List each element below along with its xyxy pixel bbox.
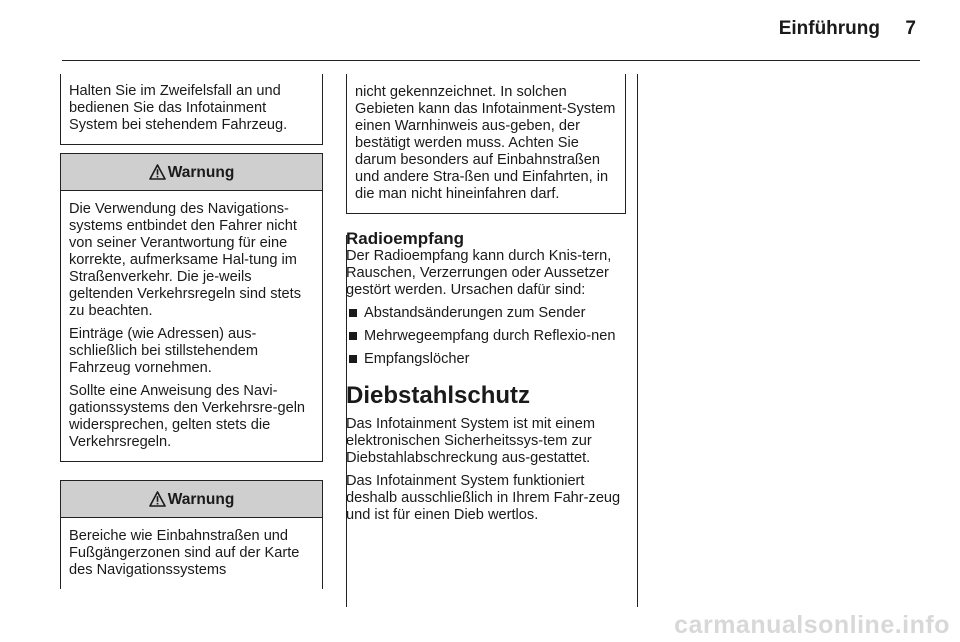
warning-paragraph: Die Verwendung des Navigations-systems entbindet den Fahrer nicht von seiner Verantwortung für eine korrekte, aufmerksame Hal-tung im Straßenverkehr. Die je-weils geltenden Verkehrsregeln sind stets zu beachten. — [69, 201, 302, 319]
bullet-square-icon — [349, 309, 357, 317]
right-column — [346, 74, 628, 530]
warning-box-2 — [60, 480, 323, 589]
column-rule-right — [637, 74, 638, 607]
warning-paragraph: Sollte eine Anweisung des Navi-gationssystems den Verkehrsre-geln widersprechen, gelten stets die Verkehrsregeln. — [69, 383, 306, 450]
warning-box-1 — [60, 153, 323, 462]
warning-body — [61, 191, 322, 461]
radio-causes-list — [346, 305, 628, 368]
section-heading-radio: Radioempfang — [346, 229, 465, 248]
theft-paragraph: Das Infotainment System ist mit einem elektronischen Sicherheitssys-tem zur Diebstahlabschreckung aus-gestattet. — [346, 416, 595, 466]
warning-paragraph: Bereiche wie Einbahnstraßen und Fußgängerzonen sind auf der Karte des Navigationssystems — [69, 528, 300, 578]
left-column — [60, 74, 323, 589]
warning-body — [61, 518, 322, 589]
note-text: Halten Sie im Zweifelsfall an und bedienen Sie das Infotainment System bei stehendem Fahrzeug. — [69, 83, 288, 133]
header-divider — [62, 60, 920, 61]
radio-paragraph: Der Radioempfang kann durch Knis-tern, Rauschen, Verzerrungen oder Aussetzer gestört werden. Ursachen dafür sind: — [346, 248, 612, 298]
warning-paragraph: Einträge (wie Adressen) aus-schließlich bei stillstehendem Fahrzeug vornehmen. — [69, 326, 258, 376]
warning-triangle-icon — [149, 491, 166, 507]
list-item: Mehrwegeempfang durch Reflexio-nen — [346, 328, 628, 345]
list-item: Empfangslöcher — [346, 351, 628, 368]
bullet-square-icon — [349, 332, 357, 340]
page-title: Einführung — [778, 18, 880, 39]
warning-heading: Warnung — [167, 490, 235, 508]
bullet-square-icon — [349, 355, 357, 363]
section-heading-theft: Diebstahlschutz — [346, 382, 531, 409]
page-number: 7 — [905, 18, 916, 39]
theft-paragraph: Das Infotainment System funktioniert deshalb ausschließlich in Ihrem Fahr-zeug und ist für einen Dieb wertlos. — [346, 473, 621, 523]
warning-header — [61, 481, 322, 518]
warning-triangle-icon — [149, 164, 166, 180]
note-box — [60, 74, 323, 145]
warning-header — [61, 154, 322, 191]
page-header — [0, 0, 960, 62]
warning-continuation-text: nicht gekennzeichnet. In solchen Gebieten kann das Infotainment-System einen Warnhinweis aus-geben, der bestätigt werden muss. Achten Sie darum besonders auf Einbahnstraßen und andere Stra-ßen und Einfahrten, in die man nicht hineinfahren darf. — [355, 84, 616, 202]
watermark: carmanualsonline.info — [674, 611, 950, 639]
list-item: Abstandsänderungen zum Sender — [346, 305, 628, 322]
warning-heading: Warnung — [167, 163, 235, 181]
warning-continuation-box — [346, 74, 626, 214]
